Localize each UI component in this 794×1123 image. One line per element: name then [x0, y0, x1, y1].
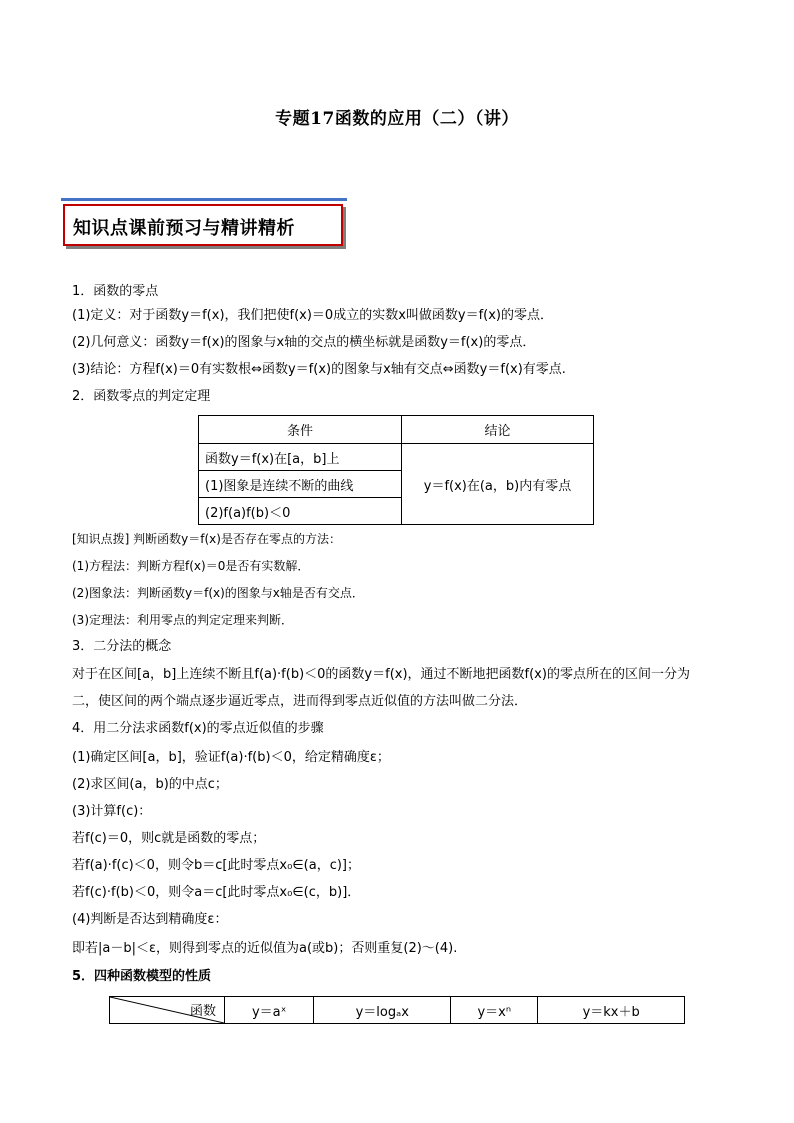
- step-line: (1)确定区间[a，b]，验证f(a)·f(b)＜0，给定精确度ε；: [72, 750, 390, 765]
- model-linear: y＝kx＋b: [538, 997, 685, 1024]
- tip-item: (2)图象法：判断函数y＝f(x)的图象与x轴是否有交点．: [72, 586, 364, 600]
- model-exponential: y＝aˣ: [225, 997, 314, 1024]
- heading-models: 5．四种函数模型的性质: [72, 969, 212, 984]
- condition-row: (1)图象是连续不断的曲线: [199, 471, 402, 498]
- header-condition: 条件: [199, 416, 402, 444]
- tip-heading: [知识点拨] 判断函数y＝f(x)是否存在零点的方法：: [72, 532, 341, 546]
- step-line: (3)计算f(c)：: [72, 804, 152, 819]
- theorem-table: [198, 415, 594, 525]
- step-line: 即若|a－b|＜ε，则得到零点的近似值为a(或b)；否则重复(2)～(4).: [72, 941, 458, 956]
- definition-line: (1)定义：对于函数y＝f(x)，我们把使f(x)＝0成立的实数x叫做函数y＝f(x)的零点．: [72, 308, 554, 323]
- heading-theorem: 2．函数零点的判定定理: [72, 389, 211, 404]
- bisection-paragraph: 对于在区间[a，b]上连续不断且f(a)·f(b)＜0的函数y＝f(x)，通过不断地把函数f(x)的零点所在的区间一分为: [72, 667, 690, 682]
- heading-bisection: 3．二分法的概念: [72, 639, 172, 654]
- banner-top-rule: [61, 198, 347, 201]
- conclusion-line: (3)结论：方程f(x)＝0有实数根⇔函数y＝f(x)的图象与x轴有交点⇔函数y＝f(x)有零点.: [72, 362, 566, 377]
- bisection-paragraph: 二，使区间的两个端点逐步逼近零点，进而得到零点近似值的方法叫做二分法．: [72, 694, 528, 709]
- model-power: y＝xⁿ: [451, 997, 538, 1024]
- tip-item: (1)方程法：判断方程f(x)＝0是否有实数解．: [72, 559, 310, 573]
- step-line: 若f(c)＝0，则c就是函数的零点；: [72, 831, 266, 846]
- page-title: 专题17函数的应用（二）（讲）: [275, 109, 519, 129]
- step-line: (2)求区间(a，b)的中点c；: [72, 777, 228, 792]
- models-table: [109, 996, 685, 1024]
- header-function-label: 函数: [189, 1004, 216, 1019]
- step-line: 若f(c)·f(b)＜0，则令a＝c[此时零点x₀∈(c，b)]．: [72, 885, 361, 900]
- conclusion-cell: y＝f(x)在(a，b)内有零点: [402, 444, 594, 525]
- banner-label: 知识点课前预习与精讲精析: [73, 218, 295, 239]
- step-line: 若f(a)·f(c)＜0，则令b＝c[此时零点x₀∈(a，c)]；: [72, 858, 360, 873]
- condition-row: (2)f(a)f(b)＜0: [199, 498, 402, 525]
- header-conclusion: 结论: [402, 416, 594, 444]
- diagonal-header-cell: [110, 997, 225, 1024]
- geometry-line: (2)几何意义：函数y＝f(x)的图象与x轴的交点的横坐标就是函数y＝f(x)的零点．: [72, 335, 536, 350]
- heading-zero-point: 1．函数的零点: [72, 284, 159, 299]
- model-logarithmic: y＝logₐx: [314, 997, 451, 1024]
- step-line: (4)判断是否达到精确度ε：: [72, 912, 228, 927]
- tip-item: (3)定理法：利用零点的判定定理来判断．: [72, 613, 293, 627]
- section-banner: [63, 204, 343, 246]
- heading-steps: 4．用二分法求函数f(x)的零点近似值的步骤: [72, 721, 324, 736]
- condition-row: 函数y＝f(x)在[a，b]上: [199, 444, 402, 471]
